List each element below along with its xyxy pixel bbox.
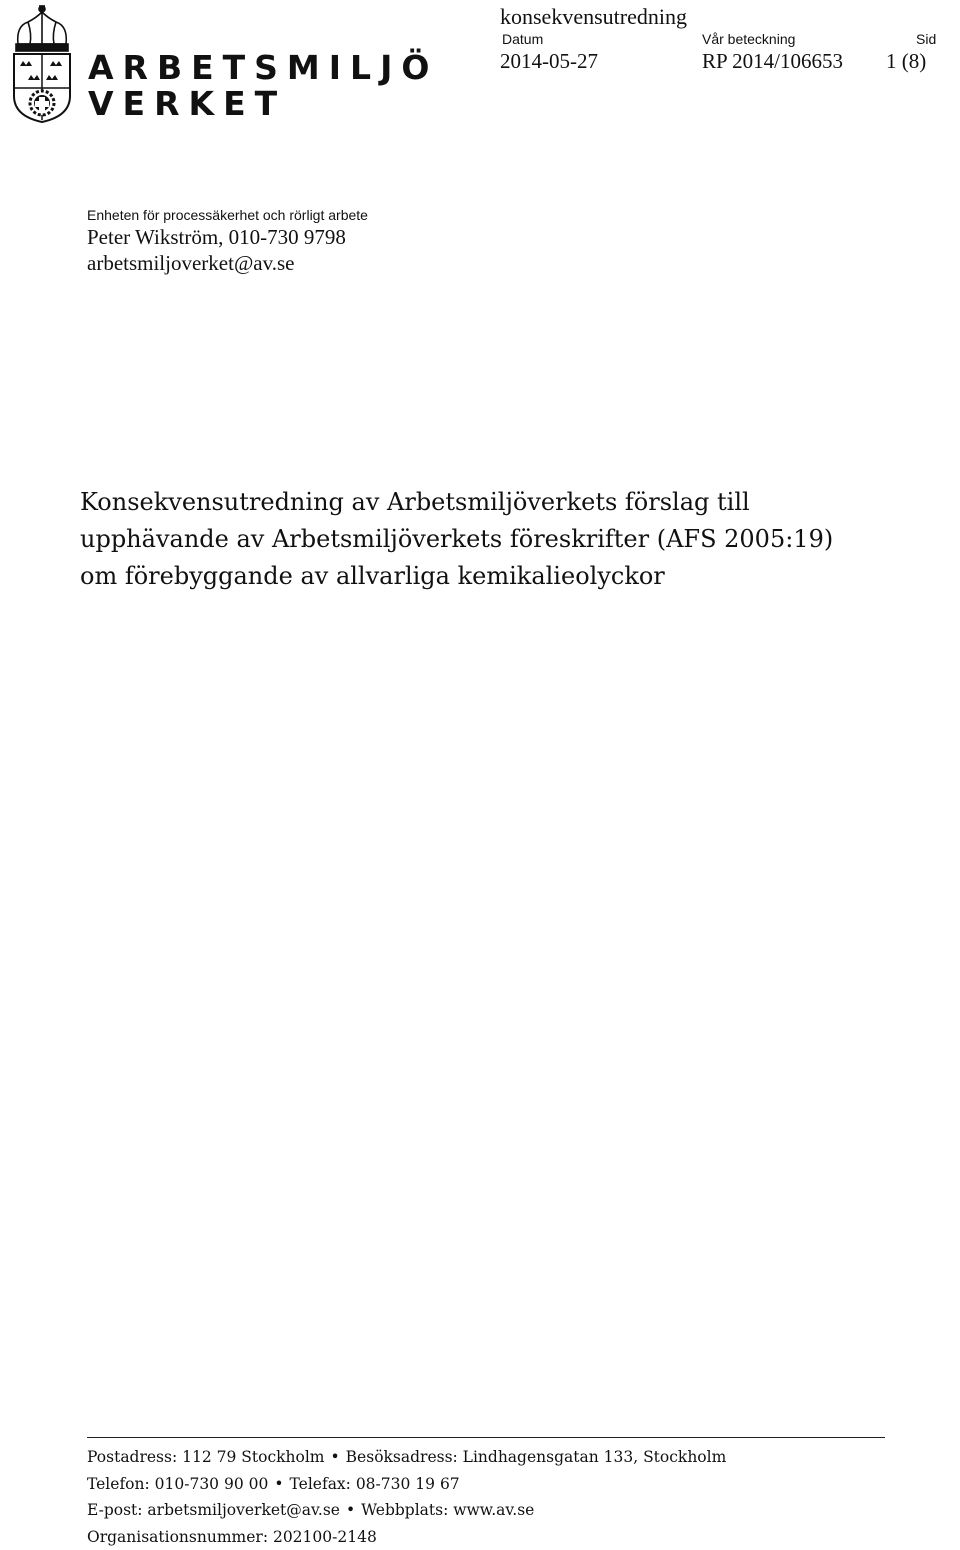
page-number: 1 (8)	[886, 49, 926, 74]
reference-label: Vår beteckning	[702, 31, 795, 47]
footer-postal: Postadress: 112 79 Stockholm	[87, 1448, 325, 1466]
footer-phone-row	[87, 1471, 885, 1498]
title-line-1: Konsekvensutredning av Arbetsmiljöverkets förslag till	[80, 488, 750, 516]
wordmark-line-1: ARBETSMILJÖ	[88, 50, 438, 86]
date-value: 2014-05-27	[500, 49, 598, 74]
sender-email: arbetsmiljoverket@av.se	[87, 250, 368, 276]
reference-value: RP 2014/106653	[702, 49, 843, 74]
footer-fax: Telefax: 08-730 19 67	[290, 1475, 460, 1493]
bullet-separator: •	[274, 1471, 283, 1498]
footer-address-row	[87, 1444, 885, 1471]
agency-wordmark	[88, 50, 438, 122]
document-type: konsekvensutredning	[500, 4, 687, 30]
bullet-separator: •	[346, 1497, 355, 1524]
title-line-2: upphävande av Arbetsmiljöverkets föreskrifter (AFS 2005:19)	[80, 525, 833, 553]
footer-phone: Telefon: 010-730 90 00	[87, 1475, 268, 1493]
document-title	[80, 484, 880, 595]
title-line-3: om förebyggande av allvarliga kemikalieolyckor	[80, 562, 665, 590]
page-label: Sid	[916, 31, 936, 47]
footer-email: E-post: arbetsmiljoverket@av.se	[87, 1501, 340, 1519]
agency-emblem-icon	[6, 4, 78, 124]
footer-org-row	[87, 1524, 885, 1550]
footer-org-number: Organisationsnummer: 202100-2148	[87, 1528, 377, 1546]
sender-contact: Peter Wikström, 010-730 9798	[87, 224, 368, 250]
sender-block	[87, 206, 368, 276]
footer-visit: Besöksadress: Lindhagensgatan 133, Stockholm	[346, 1448, 727, 1466]
page-footer	[87, 1437, 885, 1550]
wordmark-line-2: VERKET	[88, 86, 438, 122]
bullet-separator: •	[331, 1444, 340, 1471]
footer-web: Webbplats: www.av.se	[361, 1501, 534, 1519]
sender-unit: Enheten för processäkerhet och rörligt arbete	[87, 206, 368, 224]
date-label: Datum	[502, 31, 543, 47]
footer-web-row	[87, 1497, 885, 1524]
